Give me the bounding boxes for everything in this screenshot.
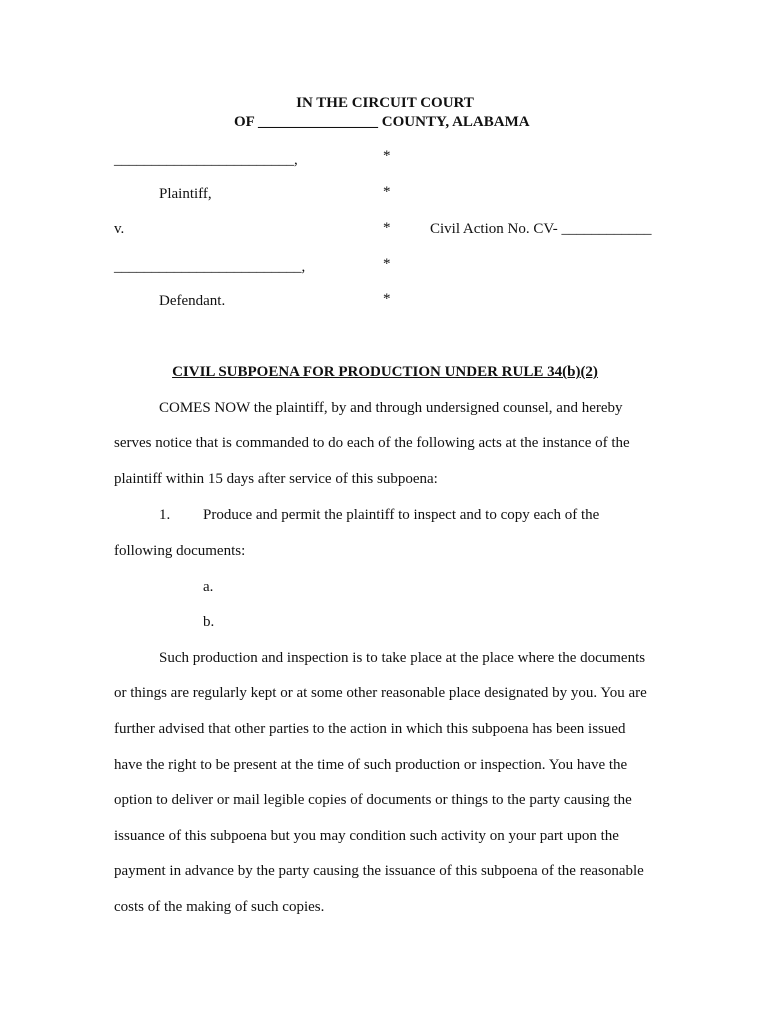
paragraph2-line: payment in advance by the party causing the issuance of this subpoena of the reasonable <box>114 863 644 879</box>
paragraph2-line: costs of the making of such copies. <box>114 899 325 915</box>
court-of-label: OF <box>234 114 255 130</box>
paragraph1-line3: plaintiff within 15 days after service of this subpoena: <box>114 471 438 487</box>
paragraph2-line: issuance of this subpoena but you may condition such activity on your part upon the <box>114 828 619 844</box>
paragraph2-line: or things are regularly kept or at some other reasonable place designated by you. You are <box>114 685 647 701</box>
caption-asterisk-2: * <box>383 184 391 200</box>
caption-asterisk-5: * <box>383 291 391 307</box>
sub-item-a: a. <box>203 579 214 595</box>
defendant-label: Defendant. <box>159 293 226 309</box>
paragraph2-line: option to deliver or mail legible copies of documents or things to the party causing the <box>114 792 632 808</box>
sub-item-b: b. <box>203 614 215 630</box>
plaintiff-name-blank: ________________________, <box>114 152 298 168</box>
paragraph2-line: Such production and inspection is to take place at the place where the documents <box>159 650 646 666</box>
defendant-name-blank: _________________________, <box>114 259 306 275</box>
plaintiff-label: Plaintiff, <box>159 186 212 202</box>
item1-number: 1. <box>159 507 171 523</box>
civil-action-number: Civil Action No. CV- ____________ <box>430 221 652 237</box>
caption-asterisk-4: * <box>383 256 391 272</box>
paragraph1-line2: serves notice that is commanded to do each of the following acts at the instance of the <box>114 435 630 451</box>
paragraph1-line1: COMES NOW the plaintiff, by and through undersigned counsel, and hereby <box>159 400 623 416</box>
caption-asterisk-3: * <box>383 220 391 236</box>
court-heading-line2 <box>234 113 530 131</box>
paragraph2-line: further advised that other parties to the action in which this subpoena has been issued <box>114 721 626 737</box>
court-heading-line1: IN THE CIRCUIT COURT <box>296 95 474 111</box>
document-title: CIVIL SUBPOENA FOR PRODUCTION UNDER RULE 34(b)(2) <box>172 364 598 380</box>
versus-label: v. <box>114 221 125 237</box>
item1-line1: Produce and permit the plaintiff to inspect and to copy each of the <box>203 507 600 523</box>
county-state-label: COUNTY, ALABAMA <box>381 114 530 130</box>
paragraph2-line: have the right to be present at the time of such production or inspection. You have the <box>114 757 628 773</box>
item1-line2: following documents: <box>114 543 246 559</box>
county-blank: ________________ <box>258 114 379 130</box>
caption-asterisk-1: * <box>383 148 391 164</box>
